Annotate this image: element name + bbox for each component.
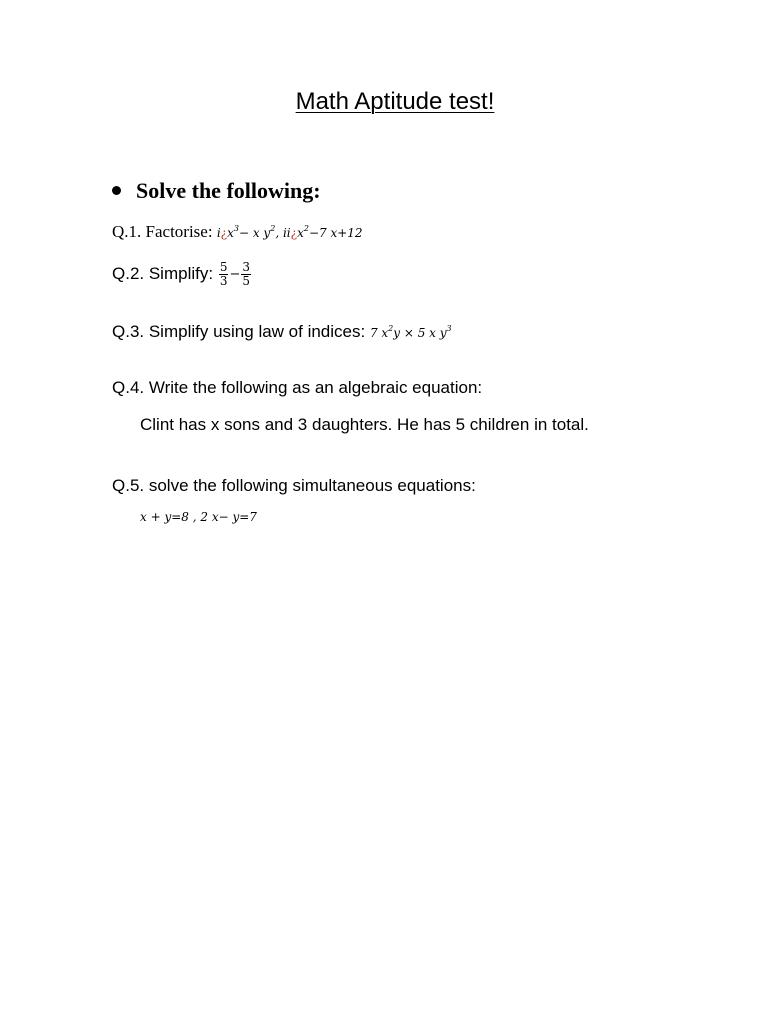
missing-glyph: ¿ [290, 226, 298, 240]
fraction-denominator: 5 [242, 274, 251, 288]
missing-glyph: ¿ [220, 226, 228, 240]
fraction [219, 261, 229, 288]
fraction [241, 261, 251, 288]
question-2-label: Q.2. Simplify: [112, 263, 214, 283]
question-4-label: Q.4. Write the following as an algebraic equation: [112, 378, 483, 397]
bullet-icon [112, 186, 121, 195]
question-4-statement: Clint has x sons and 3 daughters. He has 5 children in total. [140, 415, 589, 434]
question-2 [112, 261, 252, 288]
question-1 [112, 222, 363, 242]
fraction-denominator: 3 [219, 274, 228, 288]
question-3-expression: 7 $x^2y \times 5$ x $y^3$ [369, 324, 452, 340]
question-3-label: Q.3. Simplify using law of indices: [112, 322, 366, 341]
fraction-numerator: 3 [242, 260, 251, 274]
section-heading-text: Solve the following: [136, 178, 321, 203]
question-3 [112, 322, 452, 342]
section-heading [112, 178, 321, 204]
question-5-expression: x + y=8 , 2 x− y=7 [140, 510, 257, 524]
question-1-expression: $i¿x^3- x$ $y^2$, $ii¿x^2-7$ x+12 [216, 224, 363, 240]
page-title: Math Aptitude test! [295, 88, 495, 115]
question-5-label: Q.5. solve the following simultaneous equations: [112, 476, 476, 495]
fraction-numerator: 5 [219, 260, 228, 274]
question-1-label: Q.1. Factorise: [112, 222, 213, 241]
minus-operator: − [229, 267, 241, 282]
